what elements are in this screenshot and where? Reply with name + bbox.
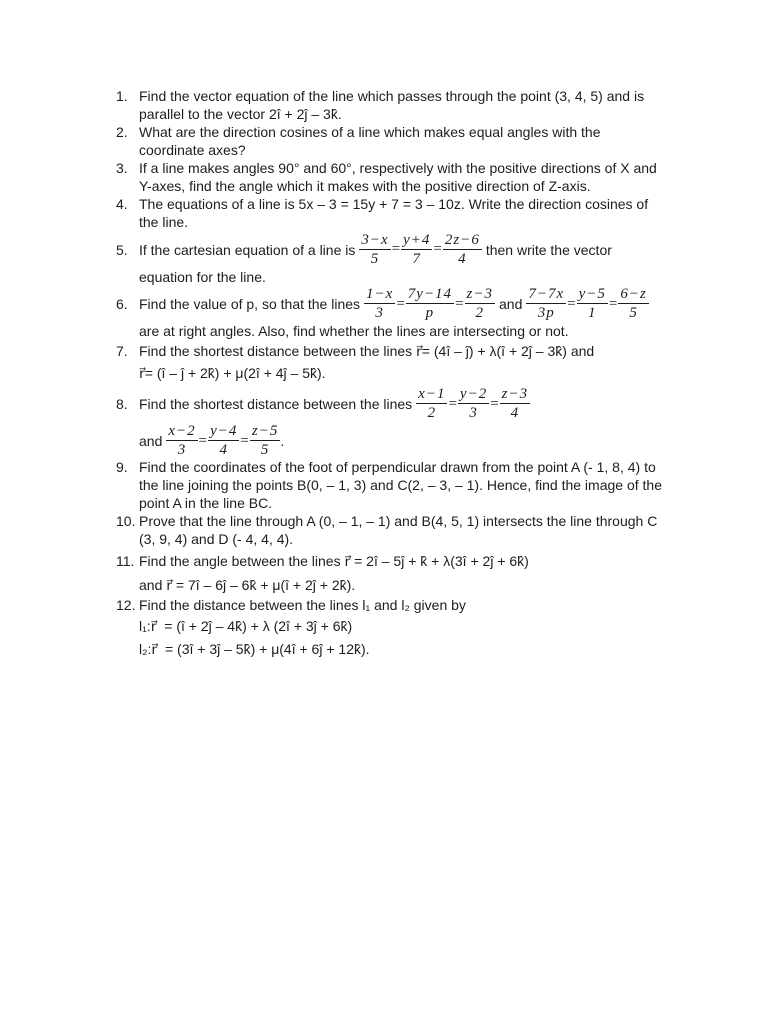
item-number: 11. [116,553,135,569]
item-text: Find the angle between the lines r⃗ = 2î – 5ĵ + k̂ + λ(3î + 2ĵ + 6k̂) [139,552,529,569]
fraction-numerator: 7y−14 [407,286,453,302]
list-item [116,512,739,548]
line-equation-2 [166,424,280,458]
fraction-numerator: y−5 [578,286,606,302]
fraction-denominator: 3p [537,305,555,321]
item-text-line [116,340,739,362]
list-item [116,548,739,596]
fraction [359,233,390,267]
fraction-numerator: y−4 [210,423,238,439]
equals-sign: = [433,241,442,257]
list-item [116,596,739,660]
fraction [443,233,482,267]
fraction [250,424,280,458]
fraction [618,287,648,321]
equals-sign: = [396,295,405,312]
fraction-denominator: 2 [475,305,485,321]
item-text-line [116,596,739,614]
item-number: 10. [116,513,136,529]
list-item [116,384,739,458]
item-equation-line [116,384,739,424]
item-text-line: equation for the line. [139,269,266,285]
item-number: 3. [116,160,128,176]
fraction [364,287,395,321]
item-text-line [116,195,739,213]
item-equation-line [139,424,739,458]
list-item [116,195,739,231]
list-item [116,159,739,195]
equals-sign: = [391,241,401,257]
item-text: If a line makes angles 90° and 60°, respectively with the positive directions of X and [139,160,657,176]
item-text-line: and r⃗ = 7î – 6ĵ – 6k̂ + μ(î + 2ĵ + 2k̂). [139,576,356,593]
item-text-line: l₁:r⃗ = (î + 2ĵ – 4k̂) + λ (2î + 3ĵ + 6k̂) [139,617,353,634]
item-text-line [116,87,739,105]
fraction [458,387,489,421]
fraction [465,287,495,321]
item-text-line [116,159,739,177]
fraction-numerator: 2z−6 [444,231,480,248]
item-number: 12. [116,597,136,613]
fraction [416,387,447,421]
equals-sign: = [448,395,457,412]
item-text-line: coordinate axes? [139,142,246,158]
line-equation-2 [526,287,648,321]
item-text-line: Y-axes, find the angle which it makes with the positive direction of Z-axis. [139,178,591,194]
item-text-line: the line joining the points B(0, – 1, 3) and C(2, – 3, – 1). Hence, find the image of the [139,477,662,493]
fraction [406,287,454,321]
fraction-denominator: 1 [588,305,597,321]
item-number: 2. [116,124,128,140]
list-item [116,340,739,384]
list-item [116,231,739,286]
fraction [577,287,608,321]
sentence-end: . [280,433,285,449]
item-text: The equations of a line is 5x – 3 = 15y + 7 = 3 – 10z. Write the direction cosines of [139,196,649,212]
item-text-line [116,123,739,141]
item-number: 1. [116,88,128,104]
item-text-line: parallel to the vector 2î + 2ĵ – 3k̂. [139,106,342,122]
fraction-denominator: 2 [427,405,437,421]
cartesian-equation [359,233,481,267]
item-text-line [116,548,739,574]
fraction-denominator: 4 [458,250,467,267]
fraction-numerator: 3−x [361,231,389,248]
fraction-denominator: 4 [510,405,520,421]
item-text-line [116,512,739,530]
item-text-line [116,458,739,476]
fraction-numerator: y−2 [459,386,488,402]
fraction-numerator: x−1 [418,386,446,402]
fraction-denominator: 3 [177,442,187,458]
fraction-denominator: 7 [412,250,421,267]
line-equation-1 [364,287,495,321]
fraction-denominator: p [425,305,435,321]
fraction-denominator: 5 [629,305,638,321]
item-equation-line [116,231,739,268]
fraction-numerator: z−3 [466,286,493,302]
item-text: Find the vector equation of the line which passes through the point (3, 4, 5) and is [139,88,645,104]
fraction-denominator: 5 [260,442,270,458]
item-number: 9. [116,459,128,475]
item-number: 7. [116,343,128,359]
item-text: If the cartesian equation of a line is [139,241,356,258]
item-text-line: are at right angles. Also, find whether the lines are intersecting or not. [139,323,569,339]
list-item [116,286,739,340]
equals-sign: = [567,295,576,312]
fraction [166,424,197,458]
item-text: then write the vector [485,241,612,258]
item-number: 6. [116,296,128,312]
fraction [526,287,566,321]
equals-sign: = [608,295,618,312]
item-text: What are the direction cosines of a line which makes equal angles with the [139,124,601,140]
item-number: 4. [116,196,128,212]
joiner-text: and [499,296,523,312]
item-text-line: r⃗= (î – ĵ + 2k̂) + μ(2î + 4ĵ – 5k̂). [139,364,326,381]
fraction-numerator: y+4 [403,231,431,248]
fraction [208,424,239,458]
fraction-numerator: z−5 [251,423,279,439]
item-equation-line [116,286,739,322]
item-text-line: (3, 9, 4) and D (- 4, 4, 4). [139,531,294,547]
list-item [116,87,739,123]
equals-sign: = [240,432,249,449]
fraction-denominator: 4 [219,442,228,458]
item-text: Find the coordinates of the foot of perpendicular drawn from the point A (- 1, 8, 4) to [139,459,656,475]
equals-sign: = [455,295,464,312]
fraction-numerator: x−2 [168,423,196,439]
fraction-denominator: 5 [370,250,380,267]
item-number: 8. [116,396,128,412]
item-text-line: the line. [139,214,189,230]
list-item [116,123,739,159]
line-equation-1 [416,387,530,421]
equals-sign: = [198,432,208,449]
fraction-numerator: 1−x [366,286,394,302]
joiner-text: and [139,433,163,449]
fraction [401,233,432,267]
list-item [116,458,739,512]
item-text: Prove that the line through A (0, – 1, – 1) and B(4, 5, 1) intersects the line through C [139,513,658,529]
item-text: Find the shortest distance between the lines [139,396,413,412]
item-text-line: point A in the line BC. [139,495,273,511]
item-number: 5. [116,241,128,258]
question-list [116,87,739,660]
item-text: Find the distance between the lines l₁ and l₂ given by [139,597,466,613]
fraction-numerator: 6−z [620,286,647,302]
item-text-line: l₂:r⃗ = (3î + 3ĵ – 5k̂) + μ(4î + 6ĵ + 12k̂). [139,640,370,657]
fraction-numerator: z−3 [501,386,529,402]
equals-sign: = [490,395,499,412]
fraction-numerator: 7−7x [528,286,565,302]
fraction-denominator: 3 [375,305,384,321]
fraction [500,387,530,421]
item-text: Find the shortest distance between the lines r⃗= (4î – ĵ) + λ(î + 2ĵ – 3k̂) and [139,342,595,359]
item-text: Find the value of p, so that the lines [139,296,361,312]
fraction-denominator: 3 [469,405,478,421]
